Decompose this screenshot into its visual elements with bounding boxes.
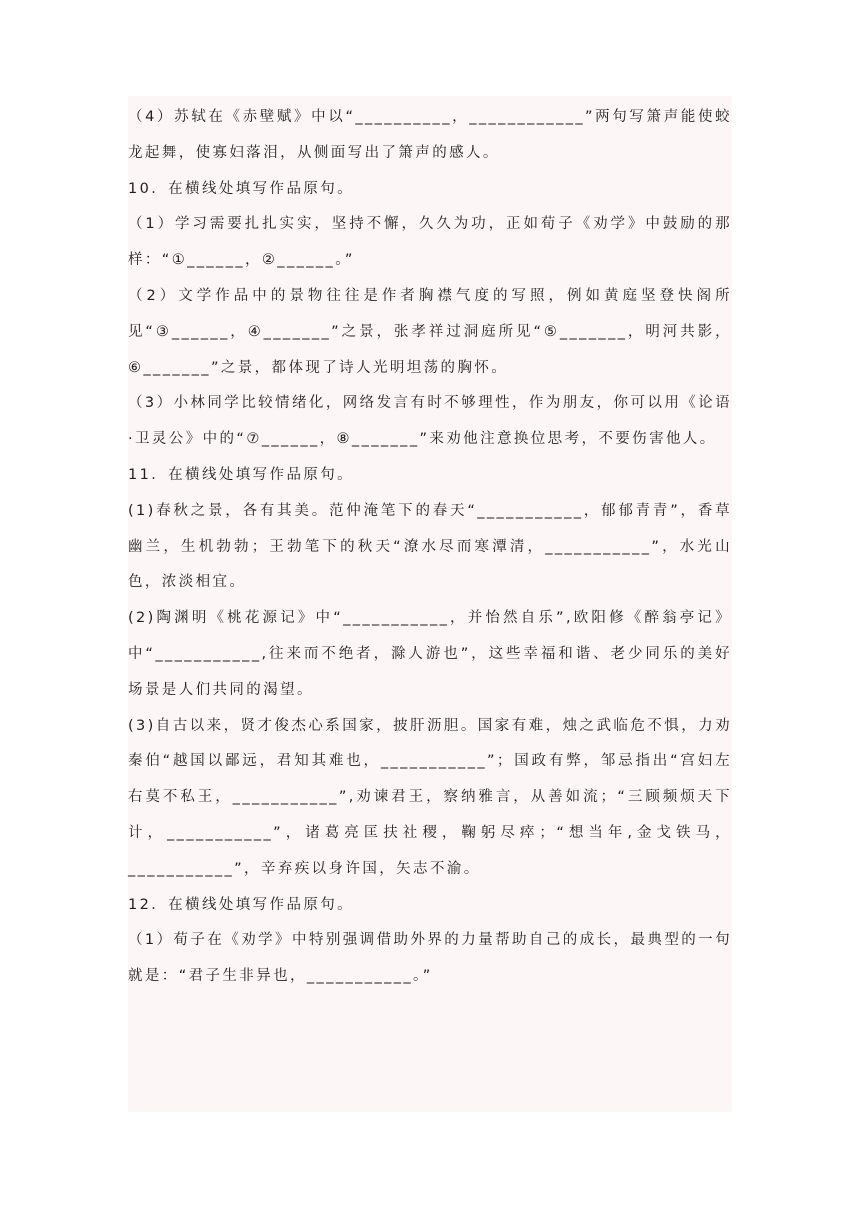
document-body	[128, 100, 732, 995]
paragraph-q10-1: （1）学习需要扎扎实实，坚持不懈，久久为功，正如荀子《劝学》中鼓励的那样：“①______，②______。”	[128, 216, 732, 269]
question-11-heading: 11．在横线处填写作品原句。	[128, 466, 355, 483]
document-page	[128, 96, 732, 1112]
paragraph-q11-3: (3)自古以来，贤才俊杰心系国家，披肝沥胆。国家有难，烛之武临危不惧，力劝秦伯“越国以鄙远，君知其难也，___________”；国政有弊，邹忌指出“宫妇左右莫不私王，___________”,劝谏君王，察纳雅言，从善如流；“三顾频烦天下计，___________”，诸葛亮匡扶社稷，鞠躬尽瘁；“想当年,金戈铁马，___________”，辛弃疾以身许国，矢志不渝。	[128, 717, 732, 877]
paragraph-q10-3: （3）小林同学比较情绪化，网络发言有时不够理性，作为朋友，你可以用《论语·卫灵公》中的“⑦______，⑧_______”来劝他注意换位思考，不要伤害他人。	[128, 395, 732, 448]
paragraph-q11-1: (1)春秋之景，各有其美。范仲淹笔下的春天“___________，郁郁青青”，香草幽兰，生机勃勃；王勃笔下的秋天“潦水尽而寒潭清，___________”，水光山色，浓淡相宜。	[128, 502, 732, 591]
paragraph-q12-1: （1）荀子在《劝学》中特别强调借助外界的力量帮助自己的成长，最典型的一句就是：“君子生非异也，___________。”	[128, 932, 732, 985]
paragraph-q11-2: (2)陶渊明《桃花源记》中“___________，并怡然自乐”,欧阳修《醉翁亭记》中“___________,往来而不绝者，滁人游也”，这些幸福和谐、老少同乐的美好场景是人们共同的渴望。	[128, 610, 732, 698]
question-12-heading: 12．在横线处填写作品原句。	[128, 896, 355, 913]
paragraph-q9-4: （4）苏轼在《赤壁赋》中以“__________，____________”两句写箫声能使蛟龙起舞，使寡妇落泪，从侧面写出了箫声的感人。	[128, 109, 732, 161]
paragraph-q10-2: （2）文学作品中的景物往往是作者胸襟气度的写照，例如黄庭坚登快阁所见“③______，④_______”之景，张孝祥过洞庭所见“⑤_______，明河共影，⑥_______”之景，都体现了诗人光明坦荡的胸怀。	[128, 287, 732, 376]
question-10-heading: 10．在横线处填写作品原句。	[128, 180, 355, 197]
